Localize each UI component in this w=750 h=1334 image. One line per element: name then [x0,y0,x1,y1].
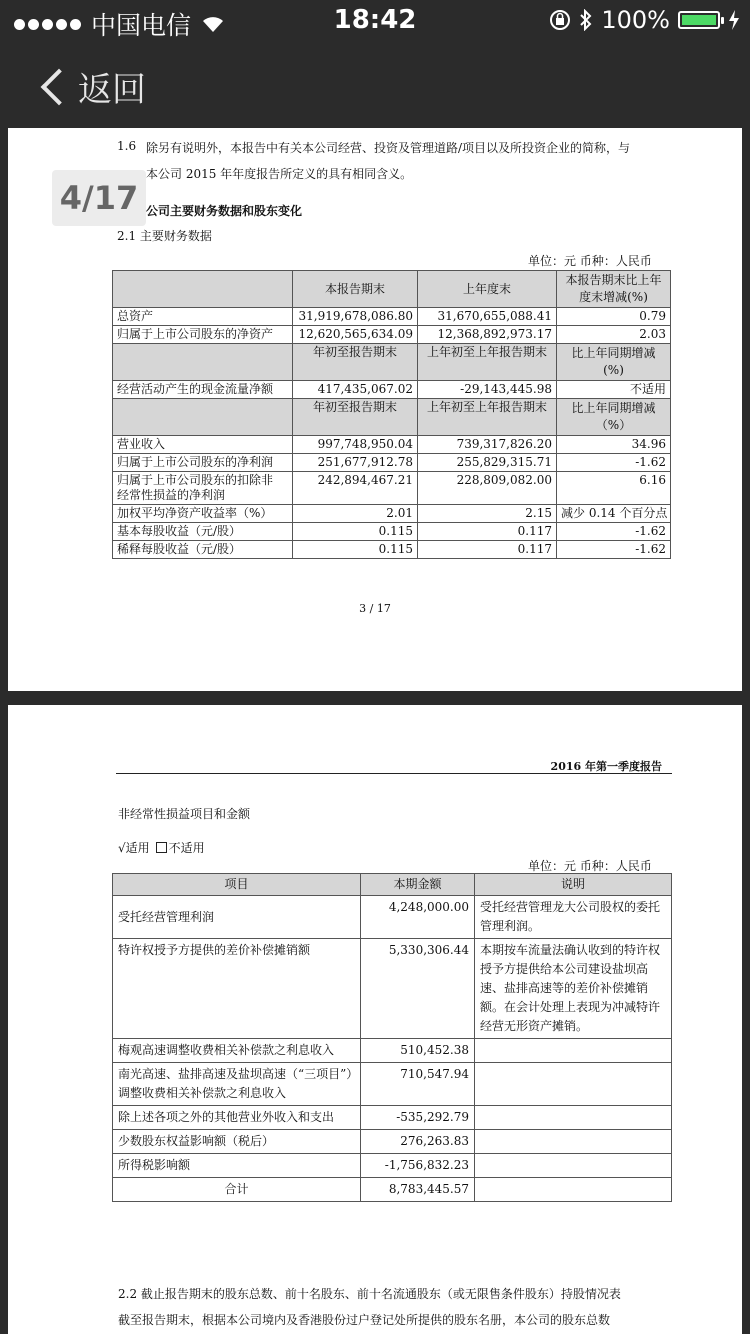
table-row [113,1063,672,1106]
cell-value: 2.15 [418,505,557,523]
row-amount: 5,330,306.44 [361,939,475,1039]
row-label: 基本每股收益（元/股） [113,523,293,541]
table-row [113,1130,672,1154]
row-label: 营业收入 [113,436,293,454]
cell-value: 0.117 [418,523,557,541]
row-item: 南光高速、盐排高速及盐坝高速（“三项目”）调整收费相关补偿款之利息收入 [113,1063,361,1106]
not-applicable-label: 不适用 [168,841,205,855]
row-amount: 276,263.83 [361,1130,475,1154]
nav-bar [0,40,750,128]
table-row [113,454,671,472]
col-header-line: 比上年同期增减 [571,401,656,415]
report-header: 2016 年第一季度报告 [550,760,662,773]
cell-value: 0.79 [557,308,671,326]
cell-value: 2.03 [557,326,671,344]
col-header-line: (%) [603,363,624,377]
table-row [113,939,672,1039]
document-page-4[interactable] [8,705,742,1334]
table-total-row [113,1178,672,1202]
col-header: 上年初至上年报告期末 [418,399,557,436]
cell-value: 2.01 [293,505,418,523]
col-header-line: 度末增减(%) [579,290,648,304]
row-desc: 本期按车流量法确认收到的特许权授予方提供给本公司建设盐坝高速、盐排高速等的差价补偿摊销额。在会计处理上表现为冲减特许经营无形资产摊销。 [475,939,672,1039]
cell-value: 31,670,655,088.41 [418,308,557,326]
cell-value: 255,829,315.71 [418,454,557,472]
row-amount: -1,756,832.23 [361,1154,475,1178]
col-header [557,344,671,381]
back-label: 返回 [78,70,146,110]
row-label: 归属于上市公司股东的净利润 [113,454,293,472]
battery-icon [678,11,720,29]
table-row [113,541,671,559]
row-label: 经营活动产生的现金流量净额 [113,381,293,399]
table-row [113,1039,672,1063]
p16-num: 1.6 [117,139,137,153]
financial-table [112,270,671,559]
total-desc [475,1178,672,1202]
col-header-line: 比上年同期增减 [571,346,656,360]
cell-value: 0.117 [418,541,557,559]
row-amount: 4,248,000.00 [361,896,475,939]
table-row [113,1106,672,1130]
cell-value: 997,748,950.04 [293,436,418,454]
row-item: 特许权授予方提供的差价补偿摊销额 [113,939,361,1039]
chevron-left-icon [41,68,78,105]
cell-value: 6.16 [557,472,671,505]
row-desc [475,1039,672,1063]
table-row [113,308,671,326]
cell-value: 739,317,826.20 [418,436,557,454]
cell-value: 417,435,067.02 [293,381,418,399]
total-label: 合计 [113,1178,361,1202]
back-button[interactable] [38,62,146,111]
col-header: 本报告期末 [293,271,418,308]
row-desc [475,1154,672,1178]
row-label-line: 经常性损益的净利润 [117,488,226,502]
section2-title: 公司主要财务数据和股东变化 [146,204,303,218]
table-row [113,436,671,454]
col-header: 年初至报告期末 [293,399,418,436]
nonrecurring-table [112,873,672,1202]
cell-value: 228,809,082.00 [418,472,557,505]
col-header [557,399,671,436]
cell-value: 0.115 [293,541,418,559]
col-header-line: 本报告期末比上年 [565,273,662,287]
cell-value: 242,894,467.21 [293,472,418,505]
col-header [557,271,671,308]
cell-value: 12,368,892,973.17 [418,326,557,344]
cell-value: 不适用 [557,381,671,399]
row-label: 加权平均净资产收益率（%） [113,505,293,523]
cell-value: 251,677,912.78 [293,454,418,472]
col-header: 说明 [475,874,672,896]
total-amount: 8,783,445.57 [361,1178,475,1202]
row-label: 稀释每股收益（元/股） [113,541,293,559]
table-header-row [113,874,672,896]
p16-line2: 本公司 2015 年年度报告所定义的具有相同含义。 [146,167,413,181]
charging-icon [728,10,740,30]
col-header: 上年初至上年报告期末 [418,344,557,381]
p22-line1: 2.2 截止报告期末的股东总数、前十名股东、前十名流通股东（或无限售条件股东）持股情况表 [118,1287,621,1301]
row-item: 除上述各项之外的其他营业外收入和支出 [113,1106,361,1130]
row-item: 所得税影响额 [113,1154,361,1178]
header-rule [116,773,672,774]
col-header: 本期金额 [361,874,475,896]
nr-title: 非经常性损益项目和金额 [118,807,251,821]
row-amount: 710,547.94 [361,1063,475,1106]
cell-value: 减少 0.14 个百分点 [557,505,671,523]
s21-heading: 2.1 主要财务数据 [117,229,212,243]
battery-percent: 100% [601,6,670,34]
p22-line2: 截至报告期末，根据本公司境内及香港股份过户登记处所提供的股东名册，本公司的股东总数 [118,1313,611,1327]
cell-value: -1.62 [557,454,671,472]
row-desc [475,1106,672,1130]
row-amount: -535,292.79 [361,1106,475,1130]
cell-value: -1.62 [557,523,671,541]
row-label: 归属于上市公司股东的净资产 [113,326,293,344]
row-item: 受托经营管理利润 [113,896,361,939]
unit-label: 单位：元 币种：人民币 [528,254,652,268]
row-desc: 受托经营管理龙大公司股权的委托管理利润。 [475,896,672,939]
orientation-lock-icon [549,9,571,31]
table-row [113,505,671,523]
col-header-line: （%） [595,418,632,432]
clock: 18:42 [333,5,417,35]
p16-line1: 除另有说明外，本报告中有关本公司经营、投资及管理道路/项目以及所投资企业的简称，与 [146,141,631,155]
applicability [118,839,205,856]
status-bar [0,0,750,40]
row-amount: 510,452.38 [361,1039,475,1063]
row-item: 梅观高速调整收费相关补偿款之利息收入 [113,1039,361,1063]
page-indicator: 4/17 [52,170,146,226]
table-row [113,896,672,939]
table-row [113,523,671,541]
table-row [113,381,671,399]
bluetooth-icon [579,9,593,31]
page-footer: 3 / 17 [359,602,391,615]
table-row [113,472,671,505]
table-header-row [113,344,671,381]
row-desc [475,1130,672,1154]
carrier-label: 中国电信 [91,11,192,40]
cell-value: 34.96 [557,436,671,454]
cell-value: -29,143,445.98 [418,381,557,399]
row-label [113,472,293,505]
cell-value: 31,919,678,086.80 [293,308,418,326]
table-header-row [113,271,671,308]
applicable-label: √适用 [118,841,150,855]
row-desc [475,1063,672,1106]
status-right [549,6,740,34]
row-item: 少数股东权益影响额（税后） [113,1130,361,1154]
cell-value: 0.115 [293,523,418,541]
row-label: 总资产 [113,308,293,326]
unit-label: 单位：元 币种：人民币 [528,859,652,873]
cell-value: 12,620,565,634.09 [293,326,418,344]
table-row [113,1154,672,1178]
checkbox-icon [156,842,167,853]
row-label-line: 归属于上市公司股东的扣除非 [117,473,274,487]
col-header: 项目 [113,874,361,896]
cell-value: -1.62 [557,541,671,559]
table-header-row [113,399,671,436]
table-row [113,326,671,344]
col-header: 上年度末 [418,271,557,308]
col-header: 年初至报告期末 [293,344,418,381]
